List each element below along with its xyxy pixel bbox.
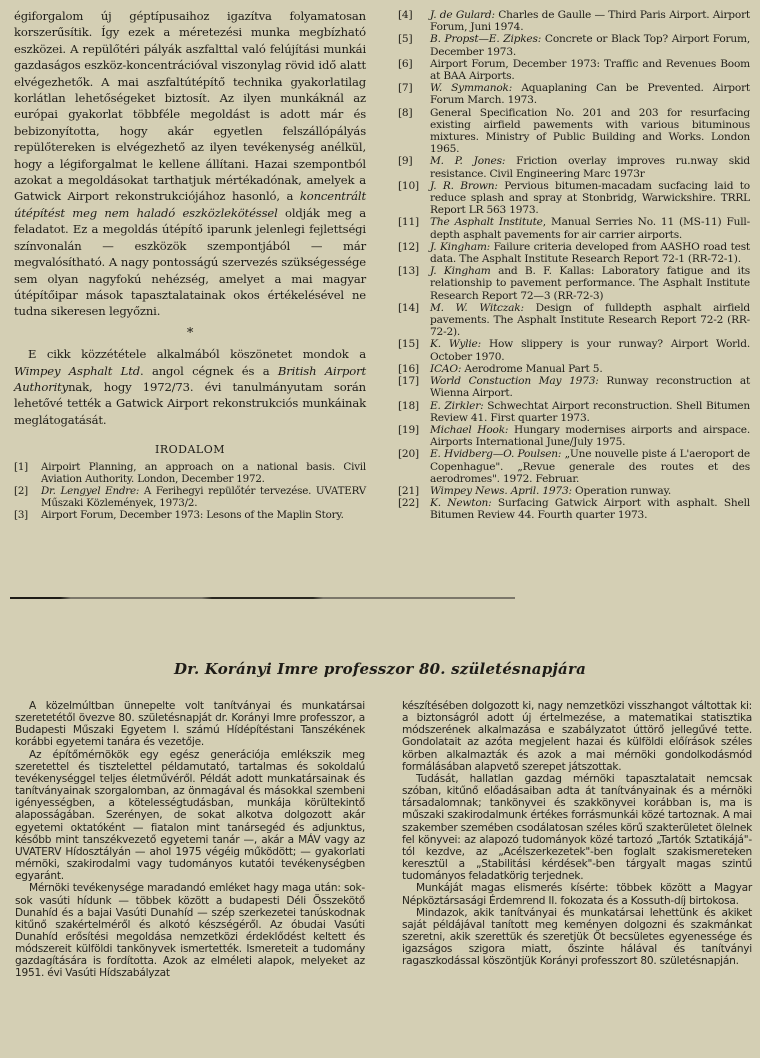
reference-item: [8] General Specification No. 201 and 203 for resurfacing existing airfield pawements with various bituminous mixtures. Ministry of Public Building and Works. London 1965. xyxy=(398,106,750,156)
reference-item: [7] W. Symmanok: Aquaplaning Can be Prevented. Airport Forum March. 1973. xyxy=(398,82,750,107)
reference-item: [21] Wimpey News. April. 1973: Operation runway. xyxy=(398,484,671,497)
reference-item: [6] Airport Forum, December 1973: Traffic and Revenues Boom at BAA Airports. xyxy=(398,57,750,83)
reference-item: [14] M. W. Witczak: Design of fulldepth asphalt airfield pavements. The Asphalt Institute Research Report 72-2 (RR-72-2). xyxy=(398,301,750,339)
reference-list-part-1 xyxy=(14,461,366,521)
company-name: Wimpey Asphalt Ltd xyxy=(14,363,140,378)
reference-item: [16] ICAO: Aerodrome Manual Part 5. xyxy=(398,362,603,375)
article-paragraph: Mindazok, akik tanítványai és munkatársai lehettünk és akiket saját példájával tanított meg keményen dolgozni és szakmánkat szeretni, akik szerettük és szeretjük Őt becsületes egyenessége és igazságos szigora miatt, őszinte hálával és tanítványi ragaszkodással köszöntjük Korányi professzort 80. születésnapján. xyxy=(402,906,752,968)
top-right-column xyxy=(398,9,750,522)
article-paragraph: Mérnöki tevékenysége maradandó emléket hagy maga után: sok-sok vasúti hídunk — többek között a budapesti Déli Összekötő Dunahíd és a bajai Vasúti Dunahíd — szép szerkezetei tanúskodnak kitűnő szakértelméről és alkotó készségéről. Az óbudai Vasúti Dunahíd erősítési megoldása nemzetközi érdeklődést keltett és módszereit külföldi tankönyvek ismertették. Ismereteit a tudomány gazdagítására is fordította. Azok az elméleti alapok, melyeket az 1951. évi Vasúti Hídszabályzat xyxy=(15,882,365,980)
reference-item: [1] Airpoirt Planning, an approach on a national basis. Civil Aviation Authority. London, December 1972. xyxy=(14,460,366,485)
acknowledgement-paragraph: E cikk közzététele alkalmából köszönetet mondok a Wimpey Asphalt Ltd. angol cégnek és a British Airport Authoritynak, hogy 1972/73. évi tanulmányutam során lehetővé tették a Gatwick Airport rekonstrukciós munkáinak meglátogatását. xyxy=(14,347,367,427)
reference-item: [22] K. Newton: Surfacing Gatwick Airport with asphalt. Shell Bitumen Review 44. Fourth quarter 1973. xyxy=(398,497,750,522)
article-paragraph: Munkáját magas elismerés kísérte: többek között a Magyar Népköztársasági Érdemrend II. fokozata és a Kossuth-díj birtokosa. xyxy=(402,882,752,907)
article-continuation-paragraph: égiforgalom új géptípusaihoz igazítva folyamatosan korszerűsítik. Így ezek a méretezési munka megbízható eszközei. A repülőtéri pályák aszfalttal való felújítási munkái gazdaságos eszköz-koncentrációval viszonylag rövid idő alatt elvégezhetők. A mai aszfaltútépítő technika gyakorlatilag korlátlan lehetőségeket biztosít. Az ilyen munkáknál az európai gyakorlat többféle megoldást is adott már és bebizonyította, hogy akár egyetlen felszállópályás repülőtereken is elvégezhető az ilyen tevékenység anélkül, hogy a légiforgalmat le kellene állítani. Hazai szempontból azokat a megoldásokat tarthatjuk mértékadónak, amelyek a Gatwick Airport rekonstrukciójához hasonló, a koncentrált útépítést meg nem haladó eszközlekötéssel oldják meg a feladatot. Ez a megoldás útépítő iparunk jelenlegi fejlettségi színvonalán — eszközök szempontjából — már megvalósítható. A nagy pontosságú szervezés szükségessége sem olyan nagyfokú nehézség, amelyet a mai magyar útépítőipar mások tapasztalatainak okos értékelésével ne tudna sikeresen legyőzni. xyxy=(14,9,367,319)
reference-item: [18] E. Zirkler: Schwechtat Airport reconstruction. Shell Bitumen Review 41. First quarter 1973. xyxy=(398,399,750,424)
reference-item: [9] M. P. Jones: Friction overlay improves ru.nway skid resistance. Civil Engineering Marc 1973r xyxy=(398,155,751,180)
reference-item: [4] J. de Gulard: Charles de Gaulle — Third Paris Airport. Airport Forum, Juni 1974. xyxy=(398,9,750,34)
reference-list-part-2 xyxy=(398,9,750,522)
article-paragraph: készítésében dolgozott ki, nagy nemzetközi visszhangot váltottak ki: a biztonságról adott új értelmezése, a matematikai statisztika módszerének alkalmazása e szabályzatot úttörő jellegűvé tette. Gondolatait az azóta megjelent hazai és külföldi előírások széles körben alkalmazták és azok a mai mérnöki gondolkodásmód formálásában alapvető szerepet játszottak. xyxy=(402,700,752,773)
article-paragraph: A közelmúltban ünnepelte volt tanítványai és munkatársai szeretetétől övezve 80. születésnapját dr. Korányi Imre professzor, a Budapesti Műszaki Egyetem I. számú Hídépítéstani Tanszékének korábbi egyetemi tanára és vezetője. xyxy=(15,700,365,749)
reference-item: [19] Michael Hook: Hungary modernises airports and airspace. Airports International June/July 1975. xyxy=(398,423,750,449)
reference-item: [13] J. Kingham and B. F. Kallas: Laboratory fatigue and its relationship to pavement performance. The Asphalt Institute Research Report 72—3 (RR-72-3) xyxy=(398,265,750,302)
article-paragraph: Tudását, hallatlan gazdag mérnöki tapasztalatait nemcsak szóban, kitűnő előadásaiban adta át tanítványainak és a mérnöki társadalomnak; tankönyvei és szakkönyvei korábban is, ma is műszaki szakirodalmunk értékes forrásmunkái közé tartoznak. A mai szakember szemében csodálatosan széles körű szakterületet ölelnek fel könyvei: az alapozó tudományok közé tartozó „Tartók Sztatikájá"-tól kezdve, az „Acélszerkezetek"-ben foglalt szakismereteken keresztül a „Stabilitási kérdések"-ben tárgyalt magas szintű tudományos feladatkörig terjednek. xyxy=(402,772,752,883)
reference-item: [15] K. Wylie: How slippery is your runway? Airport World. October 1970. xyxy=(398,338,750,363)
references-heading: IRODALOM xyxy=(155,443,225,457)
reference-item: [20] E. Hvidberg—O. Poulsen: „Une nouvelle piste á L'aeroport de Copenhague". „Revue generale des routes et des aerodromes". 1972. Februar. xyxy=(398,448,751,485)
emphasized-phrase: koncentrált útépítést meg nem haladó eszközlekötéssel xyxy=(14,189,366,220)
section-divider xyxy=(10,597,515,599)
article-left-column xyxy=(15,700,365,980)
reference-item: [17] World Constuction May 1973: Runway reconstruction at Wienna Airport. xyxy=(398,375,751,400)
reference-item: [2] Dr. Lengyel Endre: A Ferihegyi repülőtér tervezése. UVATERV Műszaki Közlemények, 1973/2. xyxy=(14,484,366,509)
article-title: Dr. Korányi Imre professzor 80. születésnapjára xyxy=(174,660,586,678)
top-left-column xyxy=(14,8,366,521)
reference-item: [12] J. Kingham: Failure criteria developed from AASHO road test data. The Asphalt Institute Research Report 72-1 (RR-72-1). xyxy=(398,240,750,266)
section-separator: * xyxy=(186,325,194,341)
reference-item: [3] Airport Forum, December 1973: Lesons of the Maplin Story. xyxy=(14,508,344,521)
article-right-column xyxy=(402,700,752,967)
reference-item: [11] The Asphalt Institute, Manual Serries No. 11 (MS-11) Full-depth asphalt pavements for air carrier airports. xyxy=(398,216,751,241)
company-name: British Airport Authority xyxy=(14,363,367,394)
article-paragraph: Az építőmérnökök egy egész generációja emlékszik meg szeretettel és tisztelettel példamutató, tartalmas és sokoldalú tevékenységgel teljes életművéről. Példát adott munkatársainak és tanítványainak szorgalomban, az önmagával és másokkal szembeni igényességben, a kötelességtudásban, munkája körültekintő alaposságában. Szerényen, de sokat alkotva dolgozott akár egyetemi oktatóként — fiatalon mint tanársegéd és adjunktus, később mint tanszékvezető egyetemi tanár —, akár a MÁV vagy az UVATERV Hídosztályán — ahol 1975 végéig működött; — gyakorlati mérnöki, szakirodalmi vagy tudományos kutatói tevékenységben egyaránt. xyxy=(15,748,365,883)
reference-item: [10] J. R. Brown: Pervious bitumen-macadam sucfacing laid to reduce splash and spray at Stonbridg, Warwickshire. TRRL Report LR 563 1973. xyxy=(398,179,750,217)
reference-item: [5] B. Propst—E. Zipkes: Concrete or Black Top? Airport Forum, December 1973. xyxy=(398,33,751,58)
